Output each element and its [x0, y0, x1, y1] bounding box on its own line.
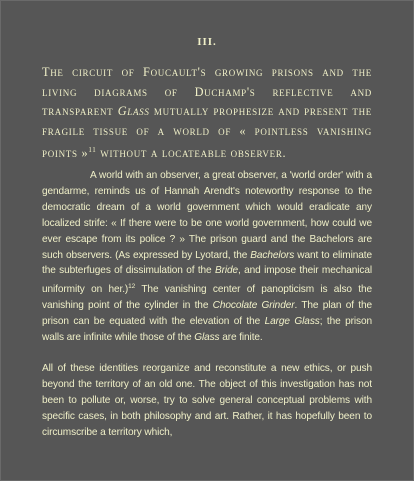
- p1-large-glass: Large Glass: [264, 316, 320, 328]
- footnote-ref-11: 11: [88, 146, 97, 154]
- p1-text-6: ; the prison walls are infinite while those of the: [42, 316, 372, 344]
- heading-text-1: The circuit of Foucault's growing prisons and the living diagrams of Duchamp's reflective and transparent: [42, 65, 372, 118]
- p1-glass: Glass: [194, 332, 220, 344]
- footnote-ref-12: 12: [128, 283, 136, 291]
- p1-text-7: are finite.: [219, 332, 263, 344]
- p1-chocolate-grinder: Chocolate Grinder: [212, 300, 295, 312]
- paragraph-1: [42, 168, 372, 346]
- chapter-number: III.: [197, 36, 217, 48]
- section-heading: [42, 63, 372, 164]
- p1-text-4: The vanishing center of panopticism is also the vanishing point of the cylinder in the: [42, 284, 372, 312]
- p1-bride: Bride: [214, 265, 239, 277]
- p1-text-2: want to eliminate the subterfuges of dissimulation of the: [42, 249, 372, 277]
- body-text: [42, 168, 372, 441]
- heading-glass-title: Glass: [117, 104, 150, 118]
- paragraph-2: All of these identities reorganize and reconstitute a new ethics, or push beyond the territory of an old one. The object of this investigation has not been to pollute or, worse, try to solve general conceptual problems with specific cases, in both philosophy and art. Rather, it has hopefully been to circumscribe a territory which,: [42, 362, 372, 438]
- p1-bachelors: Bachelors: [250, 249, 295, 261]
- heading-text-2: mutually prophesize and present the fragile tissue of a world of « pointless vanishing points »: [42, 104, 372, 160]
- p1-text-1: A world with an observer, a great observer, a 'world order' with a gendarme, reminds us of Hannah Arendt's noteworthy response to the democratic dream of a world government which would eradicate any localized strife: « If there were to be one world government, how could we ever escape from its police ? » The prison guard and the Bachelors are such observers. (As expressed by Lyotard, the: [42, 170, 372, 261]
- heading-text-3: without a locateable observer.: [96, 146, 287, 160]
- p1-text-3: , and impose their mechanical uniformity on her.): [42, 265, 372, 296]
- p1-text-5: . The plan of the prison can be equated with the elevation of the: [42, 300, 372, 328]
